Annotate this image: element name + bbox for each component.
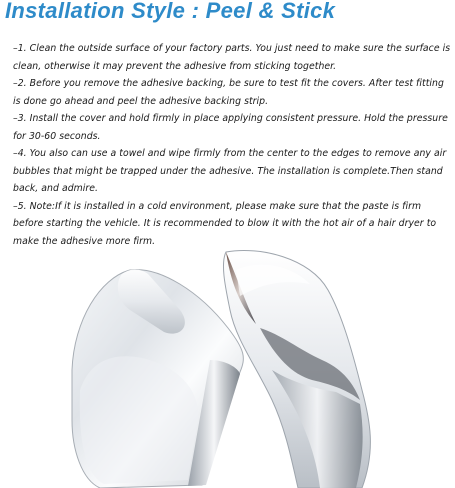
left-mirror-cover — [72, 270, 243, 488]
mirror-covers-photo — [60, 240, 455, 488]
step-4: –4. You also can use a towel and wipe firmly from the center to the edges to remove any air bubbles that might be trapped under the adhesive. The installation is complete.Then stand back, and admire. — [13, 148, 447, 194]
step-5: –5. Note:If it is installed in a cold environment, please make sure that the paste is firm before starting the vehicle. It is recommended to blow it with the hot air of a hair dryer to make the adhesive more firm. — [13, 200, 437, 247]
step-2: –2. Before you remove the adhesive backing, be sure to test fit the covers. After test fitting is done go ahead and peel the adhesive backing strip. — [13, 78, 444, 107]
step-1: –1. Clean the outside surface of your factory parts. You just need to make sure the surface is clean, otherwise it may prevent the adhesive from sticking together. — [13, 43, 451, 72]
step-3: –3. Install the cover and hold firmly in place applying consistent pressure. Hold the pressure for 30-60 seconds. — [13, 113, 448, 142]
right-mirror-cover — [223, 251, 370, 488]
page-title: Installation Style : Peel & Stick — [5, 0, 336, 23]
installation-steps — [13, 40, 451, 250]
